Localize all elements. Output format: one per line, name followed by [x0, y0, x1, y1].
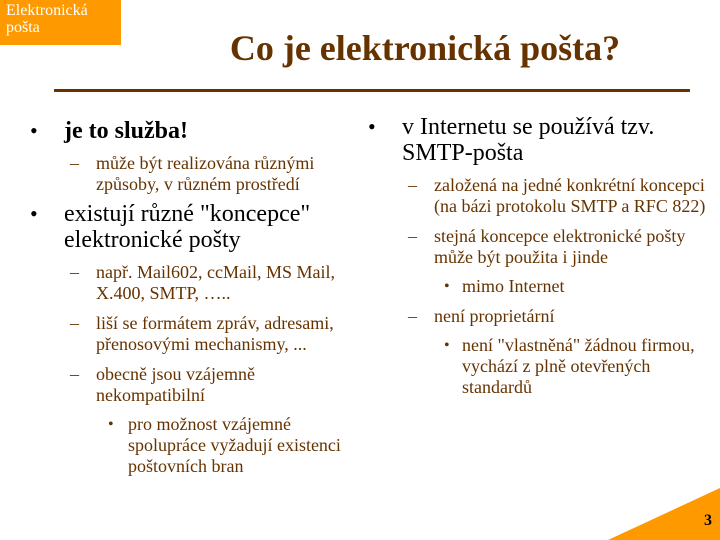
right-column: [368, 112, 708, 398]
sub-bullet-realization: [30, 153, 350, 195]
sub-sub-bullet-text: pro možnost vzájemné spolupráce vyžadují existenci poštovních bran: [128, 414, 341, 476]
left-column: [30, 112, 350, 477]
page-number: 3: [704, 512, 712, 529]
dash-marker: –: [70, 313, 79, 333]
sub-bullet-not-proprietary: [368, 306, 708, 327]
sub-sub-bullet-text: mimo Internet: [462, 276, 565, 296]
bullet-concepts: [30, 201, 350, 253]
bullet-smtp: [368, 114, 708, 166]
sub-bullet-examples: [30, 262, 350, 304]
sub-bullet-text: stejná koncepce elektronické pošty může být použita i jinde: [434, 226, 686, 267]
bullet-marker: •: [444, 278, 450, 295]
bullet-text: v Internetu se používá tzv. SMTP-pošta: [402, 114, 655, 166]
sub-bullet-incompatible: [30, 364, 350, 406]
bullet-marker: •: [444, 337, 450, 354]
sub-bullet-text: např. Mail602, ccMail, MS Mail, X.400, SMTP, …..: [96, 262, 335, 303]
dash-marker: –: [70, 262, 79, 282]
sub-bullet-text: není proprietární: [434, 306, 555, 326]
sub-bullet-differences: [30, 313, 350, 355]
sub-sub-bullet-open-standards: [368, 335, 708, 398]
sub-sub-bullet-outside-internet: [368, 276, 708, 297]
sub-bullet-text: může být realizována různými způsoby, v různém prostředí: [96, 153, 315, 194]
dash-marker: –: [408, 306, 417, 326]
title-divider: [54, 89, 690, 92]
sub-sub-bullet-gateways: [30, 414, 350, 477]
bullet-marker: •: [368, 114, 376, 139]
bullet-text: je to služba!: [64, 118, 188, 144]
sub-bullet-based-on: [368, 175, 708, 217]
bullet-service: [30, 118, 350, 144]
dash-marker: –: [70, 364, 79, 384]
sub-bullet-text: založená na jedné konkrétní koncepci (na bázi protokolu SMTP a RFC 822): [434, 175, 706, 216]
sub-bullet-text: liší se formátem zpráv, adresami, přenosovými mechanismy, ...: [96, 313, 334, 354]
sub-bullet-text: obecně jsou vzájemně nekompatibilní: [96, 364, 255, 405]
section-tag-line2: pošta: [6, 19, 40, 36]
section-tag-line1: Elektronická: [6, 2, 88, 19]
bullet-text: existují různé "koncepce" elektronické pošty: [64, 201, 311, 253]
dash-marker: –: [408, 175, 417, 195]
sub-bullet-elsewhere: [368, 226, 708, 268]
slide-title: Co je elektronická pošta?: [229, 28, 621, 68]
bullet-marker: •: [30, 118, 38, 143]
bullet-marker: •: [30, 201, 38, 226]
bullet-marker: •: [108, 416, 114, 433]
dash-marker: –: [408, 226, 417, 246]
dash-marker: –: [70, 153, 79, 173]
section-tag: [0, 0, 121, 45]
sub-sub-bullet-text: není "vlastněná" žádnou firmou, vychází z plně otevřených standardů: [462, 335, 695, 397]
